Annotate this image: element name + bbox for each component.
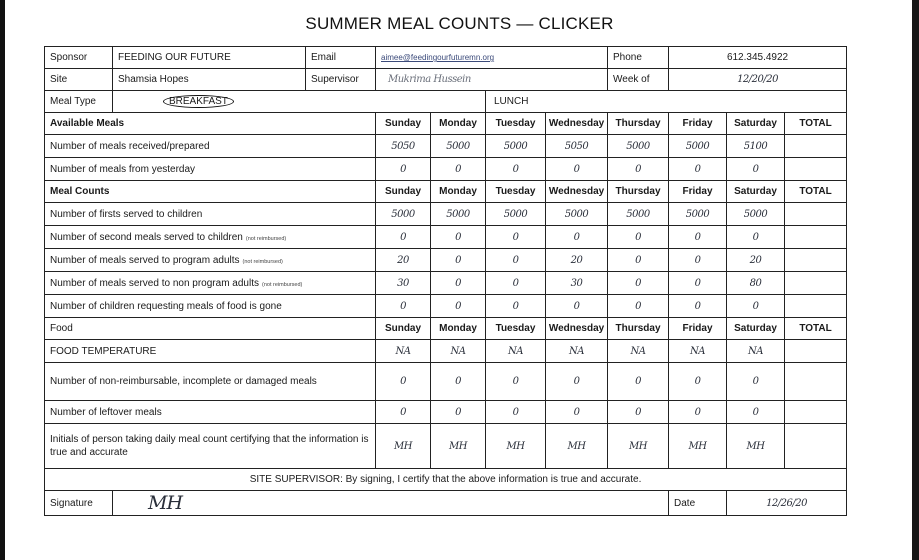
day-header-friday: Friday <box>669 181 727 203</box>
signature-label: Signature <box>45 491 113 516</box>
seconds-note: (not reimbursed) <box>245 235 287 242</box>
week-of-label: Week of <box>608 69 669 91</box>
day-header-sunday: Sunday <box>376 318 431 340</box>
initials-total[interactable] <box>785 424 847 469</box>
requests-gone-sunday[interactable]: 0 <box>376 295 431 318</box>
received-friday[interactable]: 5000 <box>669 135 727 158</box>
non-reimbursable-wednesday[interactable]: 0 <box>546 363 608 401</box>
signature-field[interactable] <box>113 491 669 516</box>
meal-type-breakfast-cell[interactable] <box>113 91 486 113</box>
non-program-adults-monday[interactable]: 0 <box>431 272 486 295</box>
received-monday[interactable]: 5000 <box>431 135 486 158</box>
program-adults-note: (not reimbursed) <box>242 258 283 265</box>
available-meals-heading: Available Meals <box>45 113 376 135</box>
initials-tuesday[interactable]: MH <box>486 424 546 469</box>
row-label-non-reimbursable: Number of non-reimbursable, incomplete or damaged meals <box>45 363 376 401</box>
total-header: TOTAL <box>785 113 847 135</box>
received-sunday[interactable]: 5050 <box>376 135 431 158</box>
received-tuesday[interactable]: 5000 <box>486 135 546 158</box>
day-header-tuesday: Tuesday <box>486 113 546 135</box>
non-reimbursable-monday[interactable]: 0 <box>431 363 486 401</box>
day-header-monday: Monday <box>431 113 486 135</box>
leftover-monday[interactable]: 0 <box>431 401 486 424</box>
sponsor-value[interactable]: FEEDING OUR FUTURE <box>113 47 306 69</box>
non-program-adults-wednesday[interactable]: 30 <box>546 272 608 295</box>
seconds-monday[interactable]: 0 <box>431 226 486 249</box>
day-header-sunday: Sunday <box>376 181 431 203</box>
initials-thursday[interactable]: MH <box>608 424 669 469</box>
initials-monday[interactable]: MH <box>431 424 486 469</box>
row-label-seconds <box>45 226 376 249</box>
day-header-saturday: Saturday <box>727 181 785 203</box>
right-scan-edge <box>912 0 919 560</box>
leftover-friday[interactable]: 0 <box>669 401 727 424</box>
row-label-leftover: Number of leftover meals <box>45 401 376 424</box>
initials-sunday[interactable]: MH <box>376 424 431 469</box>
requests-gone-friday[interactable]: 0 <box>669 295 727 318</box>
program-adults-tuesday[interactable]: 0 <box>486 249 546 272</box>
firsts-monday[interactable]: 5000 <box>431 203 486 226</box>
non-program-adults-sunday[interactable]: 30 <box>376 272 431 295</box>
program-adults-sunday[interactable]: 20 <box>376 249 431 272</box>
date-value[interactable]: 12/26/20 <box>727 491 847 516</box>
row-label-initials: Initials of person taking daily meal count certifying that the information is true and accurate <box>45 424 376 469</box>
seconds-sunday[interactable]: 0 <box>376 226 431 249</box>
non-reimbursable-friday[interactable]: 0 <box>669 363 727 401</box>
initials-saturday[interactable]: MH <box>727 424 785 469</box>
left-scan-edge <box>0 0 5 560</box>
non-reimbursable-thursday[interactable]: 0 <box>608 363 669 401</box>
seconds-wednesday[interactable]: 0 <box>546 226 608 249</box>
seconds-thursday[interactable]: 0 <box>608 226 669 249</box>
phone-label: Phone <box>608 47 669 69</box>
day-header-sunday: Sunday <box>376 113 431 135</box>
yesterday-total[interactable] <box>785 158 847 181</box>
site-value[interactable]: Shamsia Hopes <box>113 69 306 91</box>
week-of-value[interactable]: 12/20/20 <box>669 69 847 91</box>
seconds-label-text: Number of second meals served to children <box>50 231 243 243</box>
yesterday-tuesday[interactable]: 0 <box>486 158 546 181</box>
row-label-temperature: FOOD TEMPERATURE <box>45 340 376 363</box>
non-program-adults-thursday[interactable]: 0 <box>608 272 669 295</box>
non-program-adults-label-text: Number of meals served to non program adults <box>50 277 259 289</box>
day-header-friday: Friday <box>669 113 727 135</box>
program-adults-total[interactable] <box>785 249 847 272</box>
breakfast-option-circled[interactable]: BREAKFAST <box>163 95 234 108</box>
temperature-monday[interactable]: NA <box>431 340 486 363</box>
meal-type-label: Meal Type <box>45 91 113 113</box>
row-label-firsts: Number of firsts served to children <box>45 203 376 226</box>
supervisor-certification: SITE SUPERVISOR: By signing, I certify that the above information is true and accurate. <box>45 469 847 491</box>
meal-count-form <box>44 46 847 516</box>
program-adults-wednesday[interactable]: 20 <box>546 249 608 272</box>
day-header-thursday: Thursday <box>608 113 669 135</box>
non-reimbursable-tuesday[interactable]: 0 <box>486 363 546 401</box>
seconds-saturday[interactable]: 0 <box>727 226 785 249</box>
phone-value[interactable]: 612.345.4922 <box>669 47 847 69</box>
form-title: SUMMER MEAL COUNTS — CLICKER <box>305 14 614 33</box>
requests-gone-thursday[interactable]: 0 <box>608 295 669 318</box>
initials-wednesday[interactable]: MH <box>546 424 608 469</box>
seconds-tuesday[interactable]: 0 <box>486 226 546 249</box>
non-program-adults-note: (not reimbursed) <box>262 281 303 288</box>
leftover-wednesday[interactable]: 0 <box>546 401 608 424</box>
received-thursday[interactable]: 5000 <box>608 135 669 158</box>
day-header-wednesday: Wednesday <box>546 113 608 135</box>
leftover-sunday[interactable]: 0 <box>376 401 431 424</box>
day-header-friday: Friday <box>669 318 727 340</box>
temperature-wednesday[interactable]: NA <box>546 340 608 363</box>
row-label-received: Number of meals received/prepared <box>45 135 376 158</box>
yesterday-thursday[interactable]: 0 <box>608 158 669 181</box>
requests-gone-wednesday[interactable]: 0 <box>546 295 608 318</box>
non-program-adults-tuesday[interactable]: 0 <box>486 272 546 295</box>
requests-gone-tuesday[interactable]: 0 <box>486 295 546 318</box>
firsts-wednesday[interactable]: 5000 <box>546 203 608 226</box>
non-program-adults-saturday[interactable]: 80 <box>727 272 785 295</box>
received-total[interactable] <box>785 135 847 158</box>
total-header: TOTAL <box>785 181 847 203</box>
day-header-monday: Monday <box>431 181 486 203</box>
day-header-monday: Monday <box>431 318 486 340</box>
meal-type-lunch-option[interactable]: LUNCH <box>486 91 847 113</box>
email-label: Email <box>306 47 376 69</box>
yesterday-friday[interactable]: 0 <box>669 158 727 181</box>
leftover-tuesday[interactable]: 0 <box>486 401 546 424</box>
non-reimbursable-total[interactable] <box>785 363 847 401</box>
temperature-tuesday[interactable]: NA <box>486 340 546 363</box>
row-label-requests-gone: Number of children requesting meals of food is gone <box>45 295 376 318</box>
firsts-tuesday[interactable]: 5000 <box>486 203 546 226</box>
day-header-saturday: Saturday <box>727 318 785 340</box>
non-reimbursable-saturday[interactable]: 0 <box>727 363 785 401</box>
program-adults-thursday[interactable]: 0 <box>608 249 669 272</box>
row-label-yesterday: Number of meals from yesterday <box>45 158 376 181</box>
supervisor-value[interactable]: Mukrima Hussein <box>376 69 608 91</box>
temperature-friday[interactable]: NA <box>669 340 727 363</box>
firsts-sunday[interactable]: 5000 <box>376 203 431 226</box>
firsts-thursday[interactable]: 5000 <box>608 203 669 226</box>
non-program-adults-friday[interactable]: 0 <box>669 272 727 295</box>
food-heading: Food <box>45 318 376 340</box>
initials-friday[interactable]: MH <box>669 424 727 469</box>
temperature-thursday[interactable]: NA <box>608 340 669 363</box>
yesterday-saturday[interactable]: 0 <box>727 158 785 181</box>
day-header-tuesday: Tuesday <box>486 318 546 340</box>
day-header-wednesday: Wednesday <box>546 318 608 340</box>
requests-gone-monday[interactable]: 0 <box>431 295 486 318</box>
received-wednesday[interactable]: 5050 <box>546 135 608 158</box>
day-header-thursday: Thursday <box>608 318 669 340</box>
yesterday-sunday[interactable]: 0 <box>376 158 431 181</box>
leftover-total[interactable] <box>785 401 847 424</box>
seconds-total[interactable] <box>785 226 847 249</box>
email-value[interactable]: aimee@feedingourfuturemn.org <box>381 53 495 62</box>
temperature-total[interactable] <box>785 340 847 363</box>
leftover-saturday[interactable]: 0 <box>727 401 785 424</box>
firsts-total[interactable] <box>785 203 847 226</box>
total-header: TOTAL <box>785 318 847 340</box>
day-header-thursday: Thursday <box>608 181 669 203</box>
day-header-saturday: Saturday <box>727 113 785 135</box>
row-label-program-adults <box>45 249 376 272</box>
requests-gone-saturday[interactable]: 0 <box>727 295 785 318</box>
sponsor-label: Sponsor <box>45 47 113 69</box>
requests-gone-total[interactable] <box>785 295 847 318</box>
non-program-adults-total[interactable] <box>785 272 847 295</box>
program-adults-friday[interactable]: 0 <box>669 249 727 272</box>
yesterday-wednesday[interactable]: 0 <box>546 158 608 181</box>
meal-counts-heading: Meal Counts <box>45 181 376 203</box>
email-field[interactable] <box>376 47 608 69</box>
temperature-sunday[interactable]: NA <box>376 340 431 363</box>
signature-scribble: MH <box>148 492 183 514</box>
non-reimbursable-sunday[interactable]: 0 <box>376 363 431 401</box>
program-adults-monday[interactable]: 0 <box>431 249 486 272</box>
firsts-friday[interactable]: 5000 <box>669 203 727 226</box>
program-adults-label-text: Number of meals served to program adults <box>50 254 240 266</box>
seconds-friday[interactable]: 0 <box>669 226 727 249</box>
leftover-thursday[interactable]: 0 <box>608 401 669 424</box>
firsts-saturday[interactable]: 5000 <box>727 203 785 226</box>
row-label-non-program-adults <box>45 272 376 295</box>
supervisor-label: Supervisor <box>306 69 376 91</box>
yesterday-monday[interactable]: 0 <box>431 158 486 181</box>
day-header-wednesday: Wednesday <box>546 181 608 203</box>
date-label: Date <box>669 491 727 516</box>
site-label: Site <box>45 69 113 91</box>
temperature-saturday[interactable]: NA <box>727 340 785 363</box>
received-saturday[interactable]: 5100 <box>727 135 785 158</box>
day-header-tuesday: Tuesday <box>486 181 546 203</box>
program-adults-saturday[interactable]: 20 <box>727 249 785 272</box>
